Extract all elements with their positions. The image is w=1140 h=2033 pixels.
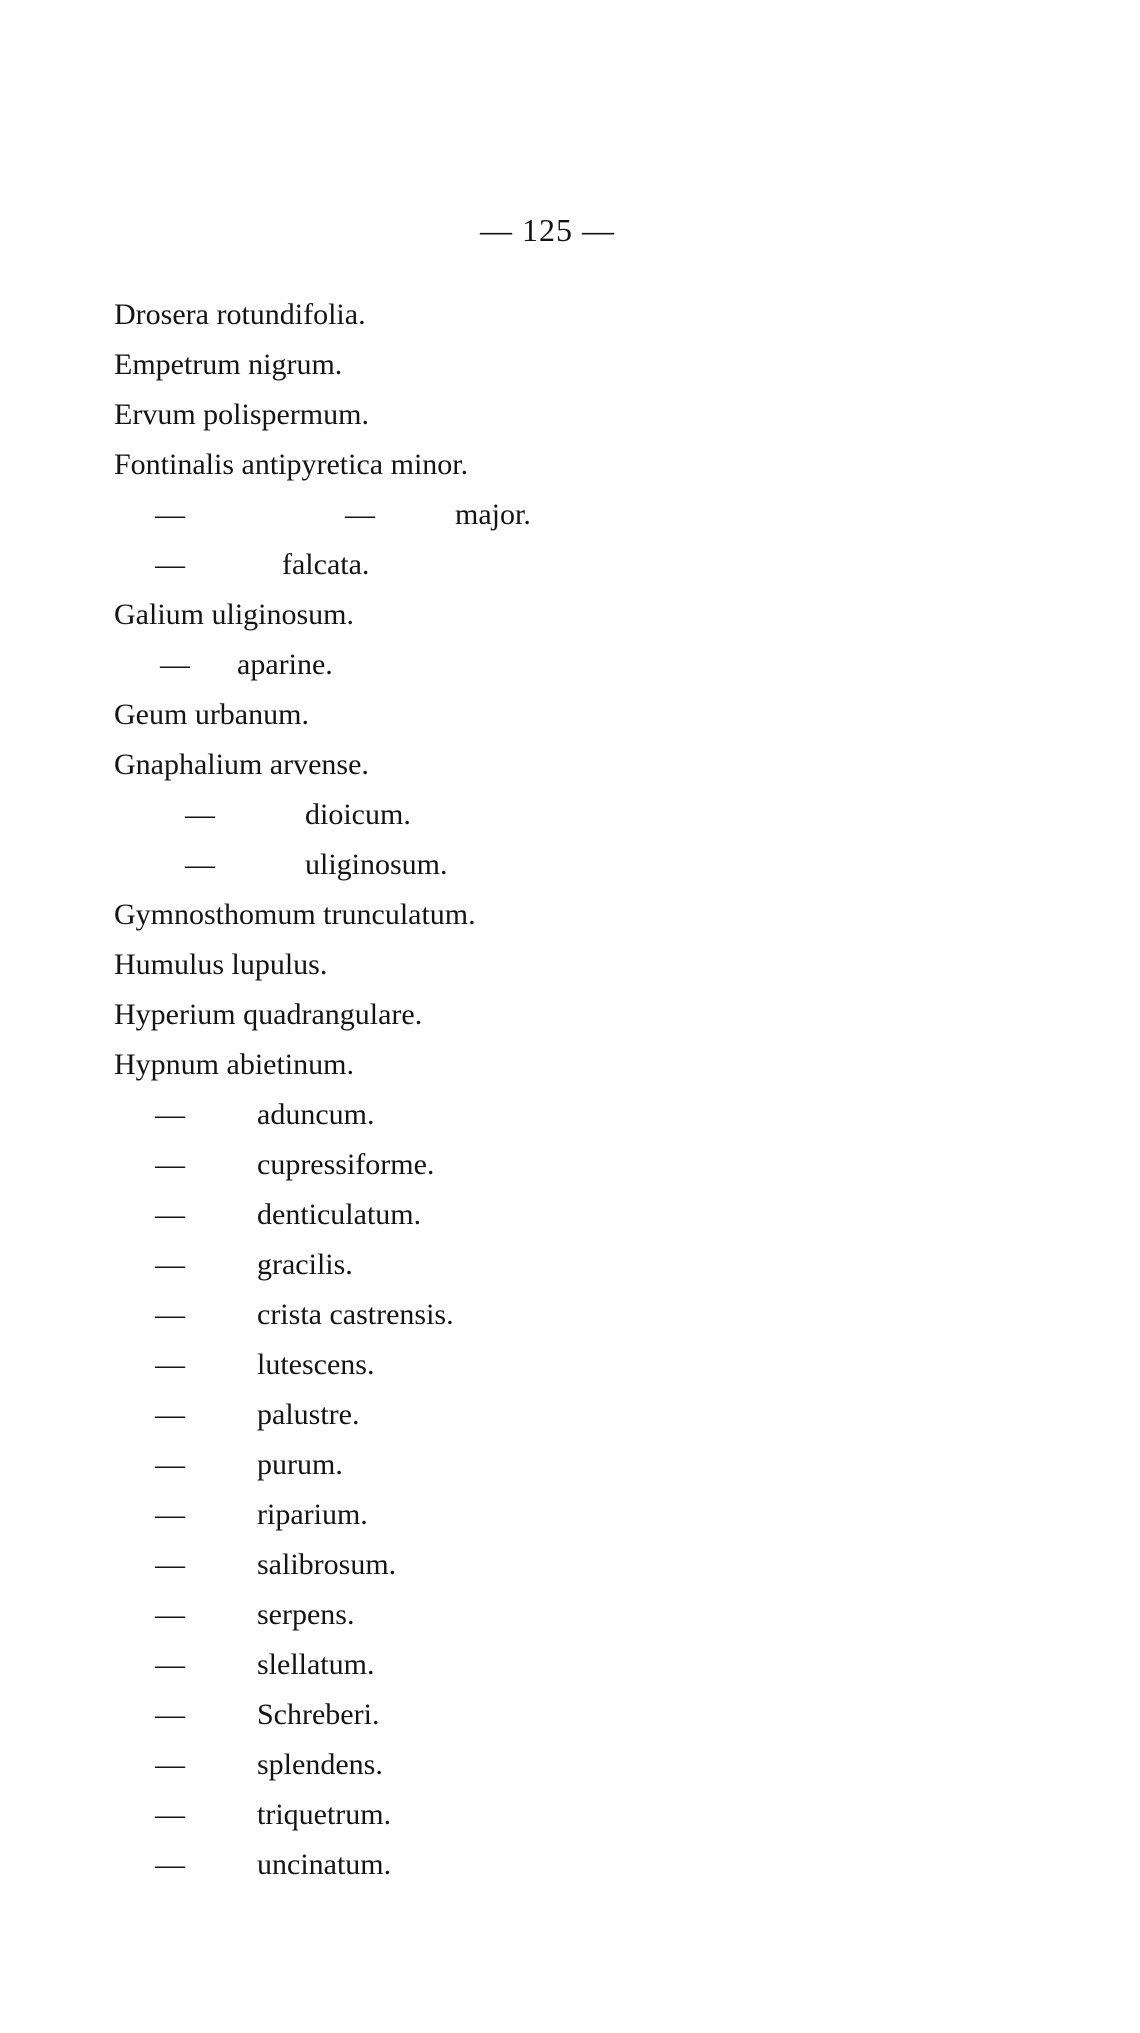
list-item	[0, 1595, 1140, 1635]
species-epithet: gracilis.	[257, 1248, 353, 1281]
ditto-dash: —	[155, 1198, 185, 1231]
list-item	[0, 1695, 1140, 1735]
list-item	[0, 1445, 1140, 1485]
ditto-dash: —	[155, 1348, 185, 1381]
ditto-dash: —	[155, 1698, 185, 1731]
list-item	[0, 1645, 1140, 1685]
species-epithet: dioicum.	[305, 798, 411, 831]
species-epithet: uncinatum.	[257, 1848, 392, 1881]
ditto-dash: —	[345, 498, 375, 531]
ditto-dash: —	[155, 1548, 185, 1581]
species-name: Gnaphalium arvense.	[114, 748, 369, 781]
species-epithet: aparine.	[237, 648, 333, 681]
list-item	[0, 1845, 1140, 1885]
ditto-dash: —	[155, 1098, 185, 1131]
ditto-dash: —	[160, 648, 190, 681]
list-item	[0, 1545, 1140, 1585]
species-epithet: lutescens.	[257, 1348, 375, 1381]
species-epithet: major.	[455, 498, 531, 531]
list-item	[0, 1095, 1140, 1135]
list-item	[0, 1295, 1140, 1335]
ditto-dash: —	[155, 498, 185, 531]
species-epithet: salibrosum.	[257, 1548, 397, 1581]
ditto-dash: —	[155, 1448, 185, 1481]
species-epithet: purum.	[257, 1448, 343, 1481]
ditto-dash: —	[155, 1798, 185, 1831]
list-item	[0, 745, 1140, 785]
list-item	[0, 895, 1140, 935]
ditto-dash: —	[155, 548, 185, 581]
list-item	[0, 1495, 1140, 1535]
list-item	[0, 1395, 1140, 1435]
list-item	[0, 995, 1140, 1035]
species-name: Gymnosthomum trunculatum.	[114, 898, 476, 931]
species-name: Fontinalis antipyretica minor.	[114, 448, 469, 481]
list-item	[0, 295, 1140, 335]
list-item	[0, 645, 1140, 685]
ditto-dash: —	[155, 1298, 185, 1331]
species-name: Humulus lupulus.	[114, 948, 328, 981]
species-name: Hypnum abietinum.	[114, 1048, 354, 1081]
species-epithet: Schreberi.	[257, 1698, 380, 1731]
species-epithet: crista castrensis.	[257, 1298, 454, 1331]
list-item	[0, 545, 1140, 585]
species-name: Drosera rotundifolia.	[114, 298, 366, 331]
list-item	[0, 445, 1140, 485]
ditto-dash: —	[155, 1598, 185, 1631]
ditto-dash: —	[185, 848, 215, 881]
species-epithet: uliginosum.	[305, 848, 448, 881]
ditto-dash: —	[155, 1248, 185, 1281]
species-name: Ervum polispermum.	[114, 398, 369, 431]
list-item	[0, 695, 1140, 735]
species-name: Empetrum nigrum.	[114, 348, 343, 381]
list-item	[0, 395, 1140, 435]
ditto-dash: —	[155, 1648, 185, 1681]
list-item	[0, 595, 1140, 635]
list-item	[0, 1045, 1140, 1085]
species-epithet: cupressiforme.	[257, 1148, 435, 1181]
species-name: Hyperium quadrangulare.	[114, 998, 423, 1031]
list-item	[0, 1345, 1140, 1385]
list-item	[0, 1195, 1140, 1235]
ditto-dash: —	[185, 798, 215, 831]
species-epithet: denticulatum.	[257, 1198, 422, 1231]
species-name: Geum urbanum.	[114, 698, 309, 731]
species-epithet: aduncum.	[257, 1098, 375, 1131]
list-item	[0, 1145, 1140, 1185]
ditto-dash: —	[155, 1848, 185, 1881]
list-item	[0, 1795, 1140, 1835]
species-epithet: falcata.	[282, 548, 370, 581]
species-epithet: serpens.	[257, 1598, 355, 1631]
species-name: Galium uliginosum.	[114, 598, 354, 631]
page-number: — 125 —	[480, 212, 615, 248]
ditto-dash: —	[155, 1148, 185, 1181]
species-epithet: palustre.	[257, 1398, 360, 1431]
list-item	[0, 495, 1140, 535]
list-item	[0, 1745, 1140, 1785]
species-epithet: riparium.	[257, 1498, 368, 1531]
ditto-dash: —	[155, 1748, 185, 1781]
ditto-dash: —	[155, 1498, 185, 1531]
list-item	[0, 795, 1140, 835]
list-item	[0, 945, 1140, 985]
species-epithet: slellatum.	[257, 1648, 375, 1681]
list-item	[0, 345, 1140, 385]
list-item	[0, 845, 1140, 885]
species-epithet: splendens.	[257, 1748, 383, 1781]
species-epithet: triquetrum.	[257, 1798, 392, 1831]
ditto-dash: —	[155, 1398, 185, 1431]
list-item	[0, 1245, 1140, 1285]
